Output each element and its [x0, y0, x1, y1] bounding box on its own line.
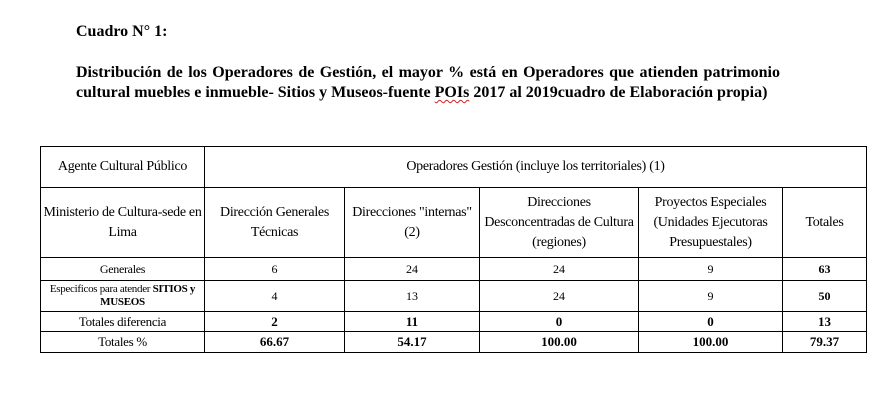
- table-row: [41, 258, 867, 281]
- row-label-museos: MUSEOS: [100, 296, 145, 308]
- column-header-ddc: Direcciones Desconcentradas de Cultura (regiones): [480, 188, 639, 258]
- table-row: [41, 312, 867, 332]
- column-header-dgt: Dirección Generales Técnicas: [205, 188, 345, 258]
- column-header-internas: Direcciones "internas"(2): [345, 188, 480, 258]
- row-label: Generales: [41, 258, 205, 281]
- table-cell: 9: [639, 281, 783, 312]
- table-caption: [76, 63, 780, 103]
- table-cell: 24: [480, 281, 639, 312]
- caption-text-end: 2017 al 2019cuadro de Elaboración propia): [469, 84, 768, 101]
- row-label: Totales %: [41, 332, 205, 353]
- table-cell: 24: [480, 258, 639, 281]
- column-header-proyectos: Proyectos Especiales (Unidades Ejecutoras Presupuestales): [639, 188, 783, 258]
- table-cell: 66.67: [205, 332, 345, 353]
- table-row: [41, 281, 867, 312]
- row-label: [41, 281, 205, 312]
- table-cell: 2: [205, 312, 345, 332]
- table-number-heading: Cuadro N° 1:: [76, 23, 168, 40]
- table-cell: 0: [639, 312, 783, 332]
- row-total-cell: 63: [783, 258, 867, 281]
- row-label-plain: Especificos para atender: [49, 283, 153, 295]
- caption-pois: POIs: [434, 84, 470, 101]
- row-label-sitios: SITIOS: [152, 283, 188, 295]
- row-label-y: y: [187, 283, 196, 295]
- operators-table: [40, 146, 867, 353]
- caption-text-start: Distribución de los Operadores de Gestión, el mayor % está en Operadores que atienden patrimonio cultural muebles e inmueble- Sitios y Museos-fuente: [76, 64, 780, 101]
- table-cell: 9: [639, 258, 783, 281]
- table-cell: 0: [480, 312, 639, 332]
- column-header-totales: Totales: [783, 188, 867, 258]
- table-cell: 54.17: [345, 332, 480, 353]
- table-subheader-row: [41, 188, 867, 258]
- table-row: [41, 332, 867, 353]
- row-total-cell: 50: [783, 281, 867, 312]
- table-cell: 24: [345, 258, 480, 281]
- table-header-row: [41, 147, 867, 188]
- row-total-cell: 79.37: [783, 332, 867, 353]
- table-cell: 4: [205, 281, 345, 312]
- row-total-cell: 13: [783, 312, 867, 332]
- table-cell: 100.00: [480, 332, 639, 353]
- table-cell: 100.00: [639, 332, 783, 353]
- table-cell: 11: [345, 312, 480, 332]
- table-cell: 13: [345, 281, 480, 312]
- table-cell: 6: [205, 258, 345, 281]
- header-agent-cell: Agente Cultural Público: [41, 147, 205, 188]
- row-label: Totales diferencia: [41, 312, 205, 332]
- header-group-cell: Operadores Gestión (incluye los territoriales) (1): [205, 147, 867, 188]
- subheader-ministry-cell: Ministerio de Cultura-sede en Lima: [41, 188, 205, 258]
